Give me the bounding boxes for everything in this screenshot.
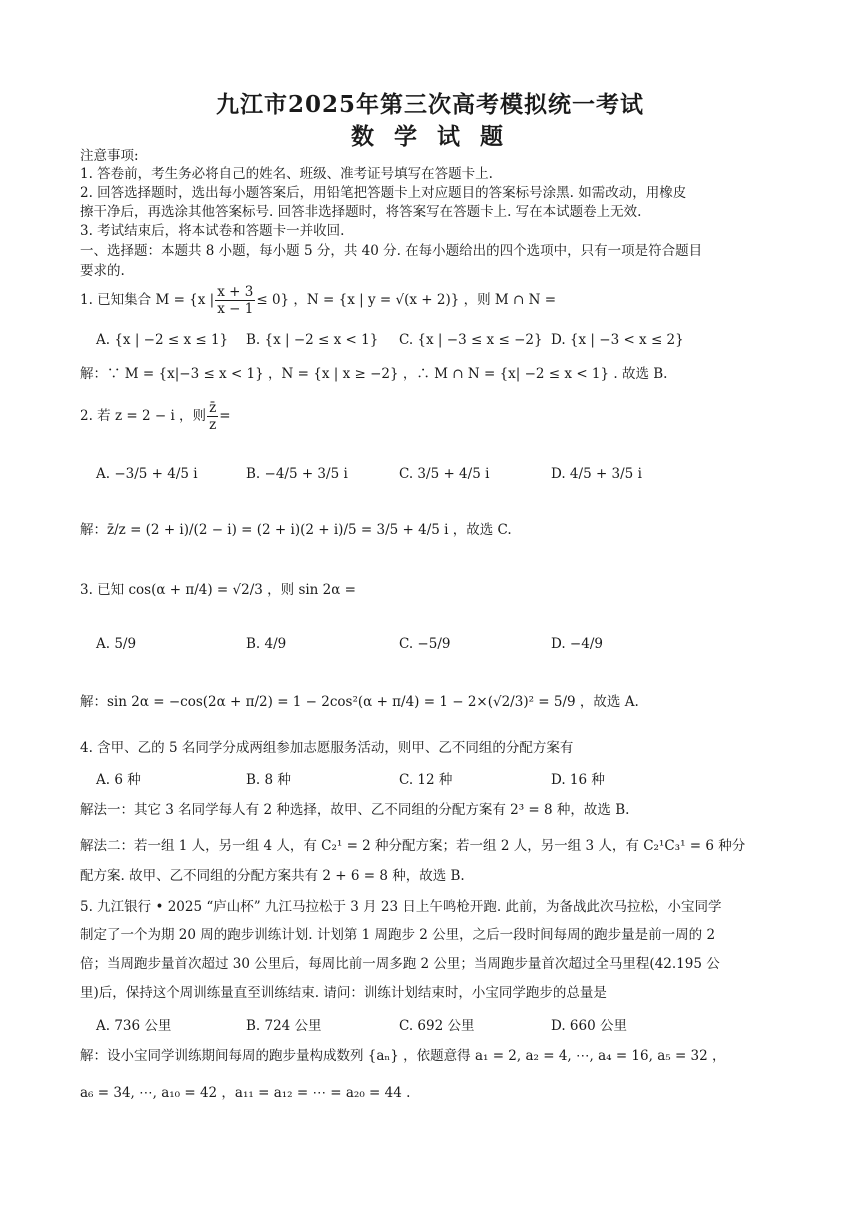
q2-option-a: A. −3/5 + 4/5 i (96, 466, 198, 482)
q1-stem-b: ≤ 0} ，N = {x | y = √(x + 2)} ，则 M ∩ N = (256, 292, 557, 308)
q1-option-a: A. {x | −2 ≤ x ≤ 1} (96, 332, 229, 348)
note-item-1: 1. 答卷前，考生务必将自己的姓名、班级、准考证号填写在答题卡上. (80, 166, 493, 182)
q1-option-d: D. {x | −3 < x ≤ 2} (551, 332, 684, 348)
note-item-2b: 擦干净后，再选涂其他答案标号. 回答非选择题时，将答案写在答题卡上. 写在本试题卷上无效. (80, 204, 642, 220)
q1-stem-a: 1. 已知集合 M = {x | (80, 292, 215, 308)
q5-solution-2: a₆ = 34, ⋯, a₁₀ = 42 ，a₁₁ = a₁₂ = ⋯ = a₂₀ = 44 . (80, 1085, 411, 1101)
q5-solution-1: 解：设小宝同学训练期间每周的跑步量构成数列 {aₙ} ，依题意得 a₁ = 2, a₂ = 4, ⋯, a₄ = 16, a₅ = 32 ， (80, 1048, 726, 1064)
q2-solution: 解：z̄/z = (2 + i)/(2 − i) = (2 + i)(2 + i)/5 = 3/5 + 4/5 i ，故选 C. (80, 522, 512, 538)
q1-fraction (215, 284, 255, 317)
q4-option-b: B. 8 种 (246, 772, 291, 788)
q4-solution-2a: 解法二：若一组 1 人，另一组 4 人，有 C₂¹ = 2 种分配方案；若一组 2 人，另一组 3 人，有 C₂¹C₃¹ = 6 种分 (80, 838, 746, 854)
q4-solution-1: 解法一：其它 3 名同学每人有 2 种选择，故甲、乙不同组的分配方案有 2³ = 8 种，故选 B. (80, 802, 630, 818)
q3-solution: 解：sin 2α = −cos(2α + π/2) = 1 − 2cos²(α + π/4) = 1 − 2×(√2/3)² = 5/9 ，故选 A. (80, 694, 639, 710)
q3-option-a: A. 5/9 (96, 636, 137, 652)
q2-stem (80, 398, 785, 434)
q4-option-d: D. 16 种 (551, 772, 605, 788)
q5-option-d: D. 660 公里 (551, 1018, 627, 1034)
q3-stem: 3. 已知 cos(α + π/4) = √2/3 ，则 sin 2α = (80, 582, 356, 598)
q1-solution: 解：∵ M = {x|−3 ≤ x < 1} ，N = {x | x ≥ −2} ，∴ M ∩ N = {x| −2 ≤ x < 1} . 故选 B. (80, 366, 668, 382)
q2-option-b: B. −4/5 + 3/5 i (246, 466, 348, 482)
q2-option-c: C. 3/5 + 4/5 i (399, 466, 490, 482)
q4-option-c: C. 12 种 (399, 772, 453, 788)
q3-option-c: C. −5/9 (399, 636, 451, 652)
q2-frac-den: z (209, 417, 217, 433)
q5-line-2: 制定了一个为期 20 周的跑步训练计划. 计划第 1 周跑步 2 公里，之后一段时间每周的跑步量是前一周的 2 (80, 927, 716, 943)
section1-intro-b: 要求的. (80, 263, 125, 279)
q5-line-4: 里)后，保持这个周训练量直至训练结束. 请问：训练计划结束时，小宝同学跑步的总量是 (80, 985, 607, 1001)
exam-title: 九江市2025年第三次高考模拟统一考试 (215, 91, 644, 118)
q4-solution-2b: 配方案. 故甲、乙不同组的分配方案共有 2 + 6 = 8 种，故选 B. (80, 868, 465, 884)
q5-option-c: C. 692 公里 (399, 1018, 475, 1034)
q5-line-3: 倍；当周跑步量首次超过 30 公里后，每周比前一周多跑 2 公里；当周跑步量首次超过全马里程(42.195 公 (80, 956, 720, 972)
q5-line-1: 5. 九江银行 • 2025 “庐山杯” 九江马拉松于 3 月 23 日上午鸣枪开跑. 此前，为备战此次马拉松，小宝同学 (80, 899, 722, 915)
section1-intro-a: 一、选择题：本题共 8 小题，每小题 5 分，共 40 分. 在每小题给出的四个选项中，只有一项是符合题目 (80, 243, 703, 259)
q3-option-b: B. 4/9 (246, 636, 287, 652)
q2-stem-tail: = (219, 408, 231, 424)
q2-fraction (207, 400, 218, 433)
q2-frac-num: z̄ (209, 400, 217, 416)
q2-option-d: D. 4/5 + 3/5 i (551, 466, 642, 482)
q4-option-a: A. 6 种 (96, 772, 141, 788)
q1-option-b: B. {x | −2 ≤ x < 1} (246, 332, 379, 348)
q1-stem (80, 284, 785, 317)
q5-option-b: B. 724 公里 (246, 1018, 322, 1034)
note-item-2a: 2. 回答选择题时，选出每小题答案后，用铅笔把答题卡上对应题目的答案标号涂黑. 如需改动，用橡皮 (80, 185, 687, 201)
q3-option-d: D. −4/9 (551, 636, 603, 652)
notes-heading: 注意事项: (80, 148, 139, 164)
q4-stem: 4. 含甲、乙的 5 名同学分成两组参加志愿服务活动，则甲、乙不同组的分配方案有 (80, 740, 574, 756)
q1-frac-num: x + 3 (217, 284, 254, 300)
q1-frac-den: x − 1 (217, 301, 254, 317)
q2-stem-text: 2. 若 z = 2 − i ，则 (80, 408, 207, 424)
exam-subtitle: 数 学 试 题 (350, 123, 510, 150)
note-item-3: 3. 考试结束后，将本试卷和答题卡一并收回. (80, 223, 345, 239)
q5-option-a: A. 736 公里 (96, 1018, 172, 1034)
q1-option-c: C. {x | −3 ≤ x ≤ −2} (399, 332, 543, 348)
